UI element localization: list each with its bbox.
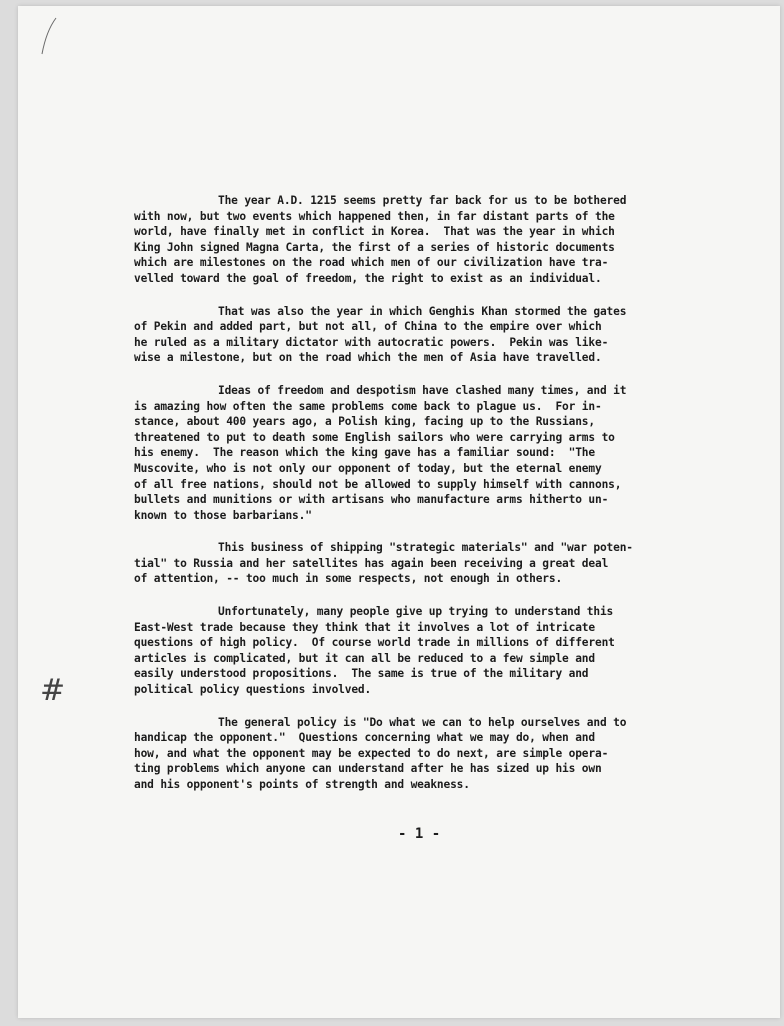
text-line: of all free nations, should not be allowed to supply himself with cannons, bbox=[134, 477, 622, 491]
text-line: how, and what the opponent may be expected to do next, are simple opera- bbox=[134, 746, 609, 760]
text-line: The general policy is "Do what we can to help ourselves and to bbox=[218, 715, 627, 729]
text-line: known to those barbarians." bbox=[134, 508, 312, 522]
text-line: world, have finally met in conflict in Korea. That was the year in which bbox=[134, 225, 615, 239]
text-line: velled toward the goal of freedom, the right to exist as an individual. bbox=[134, 271, 602, 285]
text-line: is amazing how often the same problems come back to plague us. For in- bbox=[134, 399, 602, 413]
paragraph bbox=[134, 383, 734, 523]
text-line: he ruled as a military dictator with autocratic powers. Pekin was like- bbox=[134, 335, 609, 349]
text-line: East-West trade because they think that it involves a lot of intricate bbox=[134, 620, 595, 634]
text-line: of attention, -- too much in some respects, not enough in others. bbox=[134, 572, 563, 586]
text-line: That was also the year in which Genghis Khan stormed the gates bbox=[218, 304, 627, 318]
corner-pencil-mark bbox=[36, 16, 66, 56]
text-line: Muscovite, who is not only our opponent of today, but the eternal enemy bbox=[134, 461, 602, 475]
text-line: bullets and munitions or with artisans who manufacture arms hitherto un- bbox=[134, 493, 609, 507]
text-line: This business of shipping "strategic materials" and "war poten- bbox=[218, 541, 633, 555]
text-line: and his opponent's points of strength and weakness. bbox=[134, 778, 470, 791]
text-line: with now, but two events which happened then, in far distant parts of the bbox=[134, 209, 615, 223]
text-line: The year A.D. 1215 seems pretty far back for us to be bothered bbox=[218, 194, 627, 207]
paragraph bbox=[134, 193, 734, 287]
text-line: political policy questions involved. bbox=[134, 683, 372, 697]
text-line: ting problems which anyone can understand after he has sized up his own bbox=[134, 762, 602, 776]
text-line: stance, about 400 years ago, a Polish king, facing up to the Russians, bbox=[134, 415, 595, 429]
margin-mark-text: # bbox=[40, 673, 66, 708]
text-line: tial" to Russia and her satellites has again been receiving a great deal bbox=[134, 556, 609, 570]
text-line: threatened to put to death some English sailors who were carrying arms to bbox=[134, 430, 615, 444]
paragraph bbox=[134, 715, 734, 793]
text-line: of Pekin and added part, but not all, of China to the empire over which bbox=[134, 320, 602, 334]
text-line: his enemy. The reason which the king gave has a familiar sound: "The bbox=[134, 446, 595, 460]
text-line: easily understood propositions. The same is true of the military and bbox=[134, 667, 589, 681]
text-line: wise a milestone, but on the road which the men of Asia have travelled. bbox=[134, 351, 602, 365]
text-line: which are milestones on the road which men of our civilization have tra- bbox=[134, 256, 609, 270]
text-line: King John signed Magna Carta, the first of a series of historic documents bbox=[134, 240, 615, 254]
paragraph bbox=[134, 540, 734, 587]
text-line: Ideas of freedom and despotism have clashed many times, and it bbox=[218, 383, 627, 397]
text-line: Unfortunately, many people give up trying to understand this bbox=[218, 605, 614, 619]
text-line: articles is complicated, but it can all be reduced to a few simple and bbox=[134, 651, 595, 665]
document-page bbox=[18, 6, 780, 1018]
text-line: handicap the opponent." Questions concerning what we may do, when and bbox=[134, 731, 595, 745]
paragraph bbox=[134, 304, 734, 366]
body-text bbox=[134, 193, 734, 810]
text-line: questions of high policy. Of course world trade in millions of different bbox=[134, 636, 615, 650]
page-number: - 1 - bbox=[398, 826, 441, 842]
handwritten-hash-mark bbox=[36, 670, 70, 710]
paragraph bbox=[134, 604, 734, 698]
